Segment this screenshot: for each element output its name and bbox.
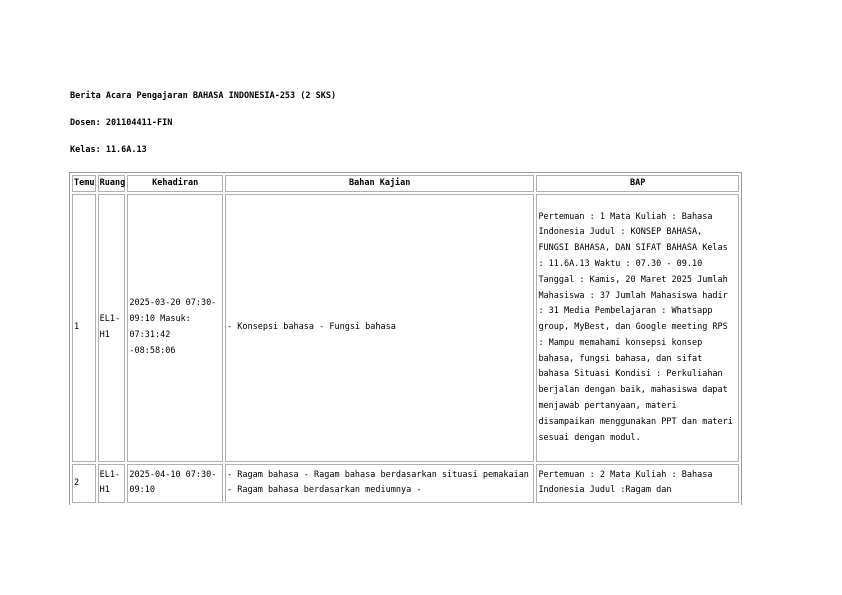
table-header-row	[72, 175, 739, 192]
cell-temu: 1	[72, 194, 96, 462]
table-row	[72, 464, 739, 503]
dosen-label: Dosen: 201104411-FIN	[70, 118, 173, 128]
col-header-bahan-kajian: Bahan Kajian	[225, 175, 534, 192]
cell-kehadiran	[127, 464, 223, 503]
cell-bap	[536, 464, 739, 503]
cell-ruang: EL1-H1	[98, 194, 126, 462]
kelas-label: Kelas: 11.6A.13	[70, 145, 147, 155]
cell-bap: Pertemuan : 1 Mata Kuliah : Bahasa Indonesia Judul : KONSEP BAHASA, FUNGSI BAHASA, DAN SIFAT BAHASA Kelas : 11.6A.13 Waktu : 07.30 - 09.10 Tanggal : Kamis, 20 Maret 2025 Jumlah Mahasiswa : 37 Jumlah Mahasiswa hadir : 31 Media Pembelajaran : Whatsapp group, MyBest, dan Google meeting RPS : Mampu memahami konsepsi konsep bahasa, fungsi bahasa, dan sifat bahasa Situasi Kondisi : Perkuliahan berjalan dengan baik, mahasiswa dapat menjawab pertanyaan, materi disampaikan menggunakan PPT dan materi sesuai dengan modul.	[536, 194, 739, 462]
cell-ruang-text: EL1-H1	[99, 469, 121, 496]
cell-kehadiran-text: 2025-04-10 07:30-09:10	[129, 469, 217, 496]
col-header-kehadiran: Kehadiran	[127, 175, 223, 192]
cell-kehadiran: 2025-03-20 07:30-09:10 Masuk: 07:31:42 -08:58:06	[127, 194, 223, 462]
cell-bap-text: Pertemuan : 2 Mata Kuliah : Bahasa Indonesia Judul :Ragam dan	[538, 469, 713, 496]
bap-table	[69, 172, 742, 505]
cell-bahan-kajian	[225, 464, 534, 503]
cell-bahan-kajian-text: - Ragam bahasa - Ragam bahasa berdasarkan situasi pemakaian - Ragam bahasa berdasarkan mediumnya -	[227, 469, 529, 496]
col-header-bap: BAP	[536, 175, 739, 192]
table-row	[72, 194, 739, 462]
document-title: Berita Acara Pengajaran BAHASA INDONESIA-253 (2 SKS)	[70, 91, 337, 101]
cell-temu: 2	[72, 464, 96, 503]
cell-bahan-kajian: - Konsepsi bahasa - Fungsi bahasa	[225, 194, 534, 462]
cell-ruang	[98, 464, 126, 503]
col-header-temu: Temu	[72, 175, 96, 192]
col-header-ruang: Ruang	[98, 175, 126, 192]
